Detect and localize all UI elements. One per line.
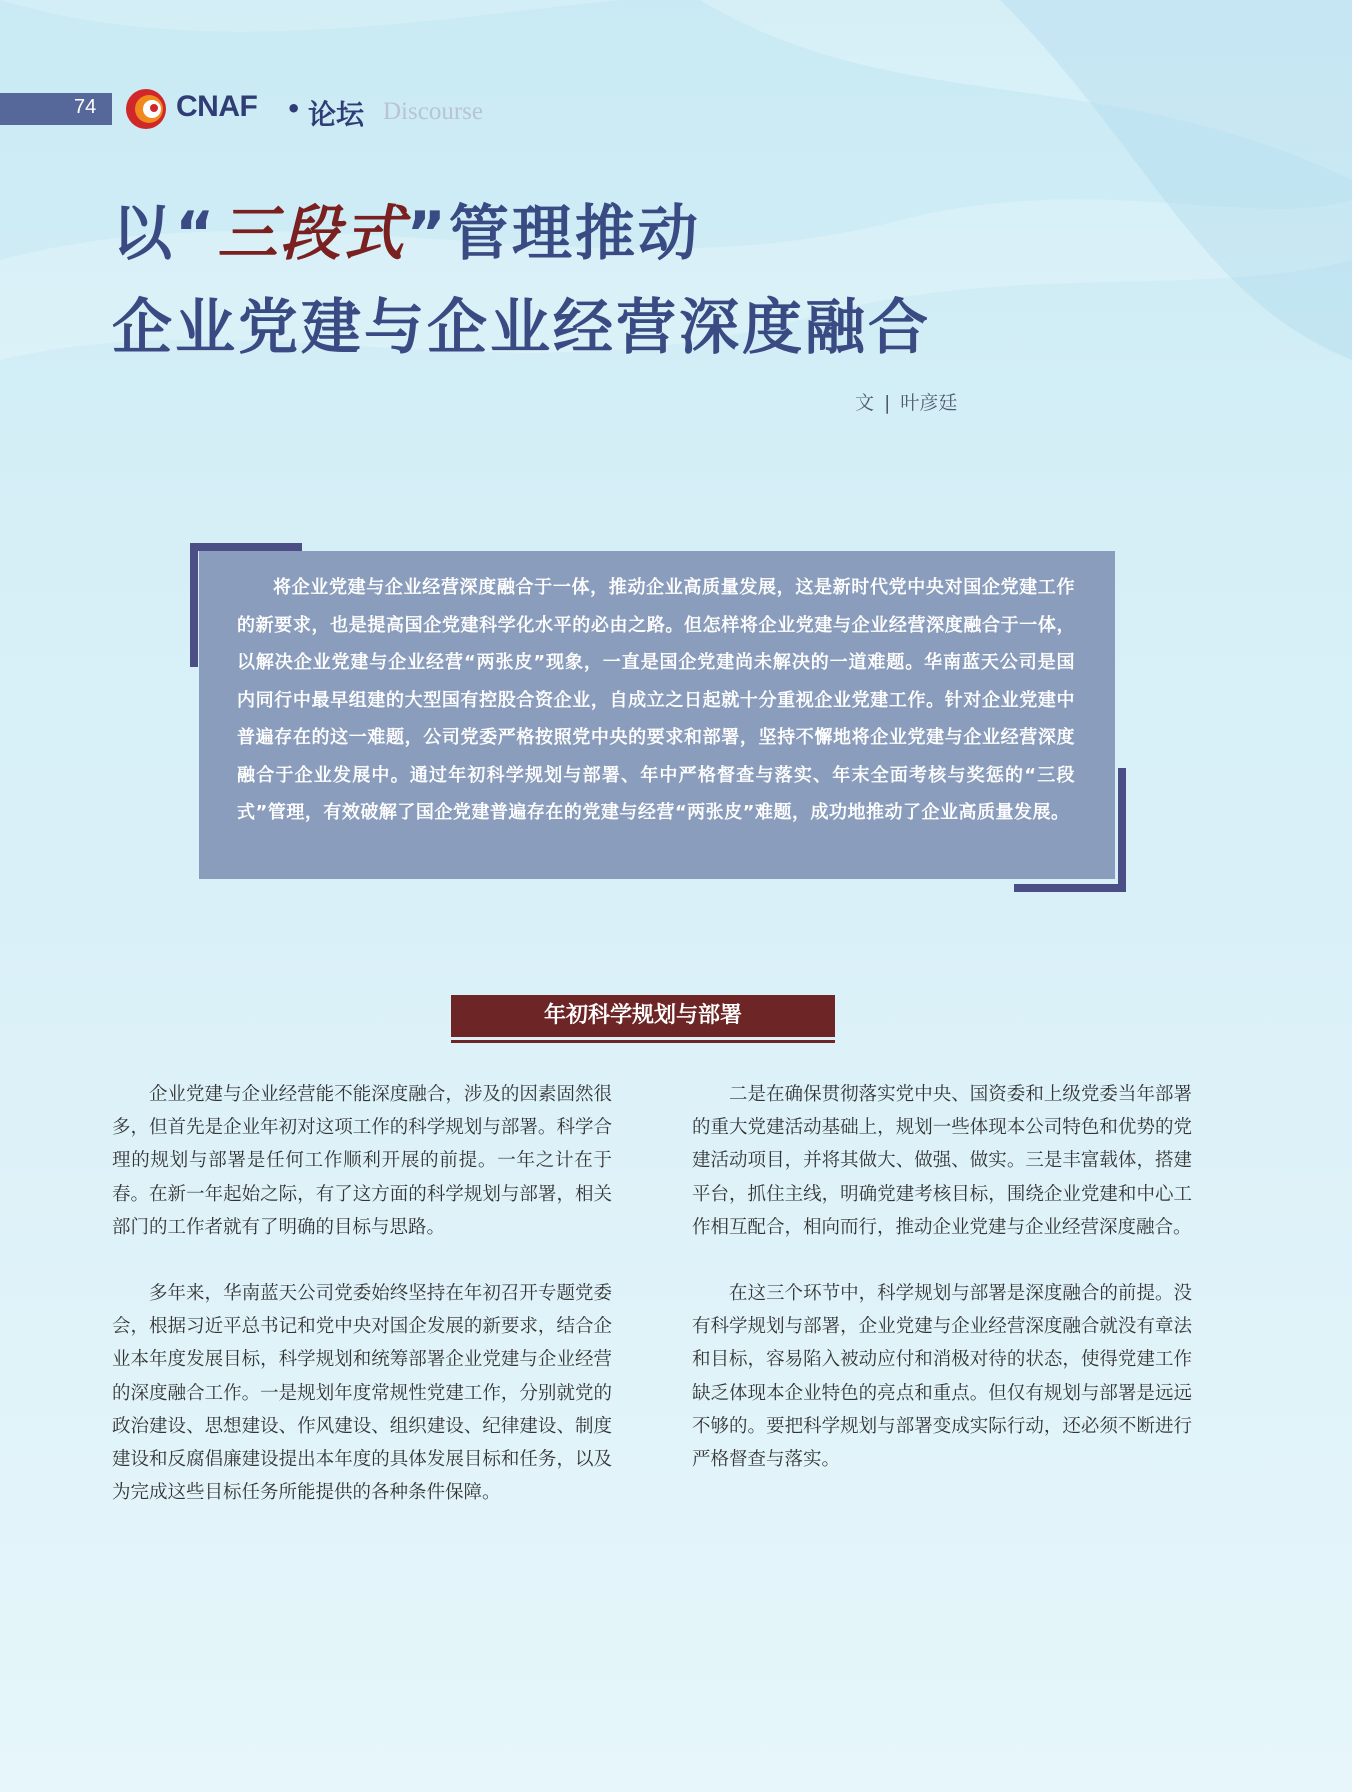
title-prefix: 以“ [112, 199, 218, 269]
section-heading: 年初科学规划与部署 [451, 995, 835, 1037]
author-name: 叶彦廷 [900, 392, 958, 414]
byline-separator: | [884, 392, 891, 414]
byline-label: 文 [855, 392, 875, 414]
right-column [692, 1078, 1192, 1509]
paragraph: 二是在确保贯彻落实党中央、国资委和上级党委当年部署的重大党建活动基础上，规划一些体现本公司特色和优势的党建活动项目，并将其做大、做强、做实。三是丰富载体，搭建平台，抓住主线，明确党建考核目标，围绕企业党建和中心工作相互配合，相向而行，推动企业党建与企业经营深度融合。 [692, 1084, 1192, 1238]
byline [855, 388, 957, 415]
title-suffix: ”管理推动 [406, 199, 701, 269]
article-title-line-1 [112, 186, 701, 272]
left-column [112, 1078, 612, 1542]
paragraph: 企业党建与企业经营能不能深度融合，涉及的因素固然很多，但首先是企业年初对这项工作的科学规划与部署。科学合理的规划与部署是任何工作顺利开展的前提。一年之计在于春。在新一年起始之际，有了这方面的科学规划与部署，相关部门的工作者就有了明确的目标与思路。 [112, 1084, 612, 1238]
brand-separator-dot: • [286, 95, 302, 123]
section-heading-underline [451, 1040, 835, 1043]
abstract-box [199, 551, 1115, 879]
page-number: 74 [74, 96, 97, 118]
abstract-text: 将企业党建与企业经营深度融合于一体，推动企业高质量发展，这是新时代党中央对国企党建工作的新要求，也是提高国企党建科学化水平的必由之路。但怎样将企业党建与企业经营深度融合于一体，以解决企业党建与企业经营“两张皮”现象，一直是国企党建尚未解决的一道难题。华南蓝天公司是国内同行中最早组建的大型国有控股合资企业，自成立之日起就十分重视企业党建工作。针对企业党建中普遍存在的这一难题，公司党委严格按照党中央的要求和部署，坚持不懈地将企业党建与企业经营深度融合于企业发展中。通过年初科学规划与部署、年中严格督查与落实、年末全面考核与奖惩的“三段式”管理，有效破解了国企党建普遍存在的党建与经营“两张皮”难题，成功地推动了企业高质量发展。 [237, 577, 1075, 823]
paragraph: 在这三个环节中，科学规划与部署是深度融合的前提。没有科学规划与部署，企业党建与企业经营深度融合就没有章法和目标，容易陷入被动应付和消极对待的状态，使得党建工作缺乏体现本企业特色的亮点和重点。但仅有规划与部署是远远不够的。要把科学规划与部署变成实际行动，还必须不断进行严格督查与落实。 [692, 1283, 1192, 1471]
section-name: 论坛 [308, 98, 365, 131]
title-emphasis: 三段式 [217, 199, 407, 269]
paragraph: 多年来，华南蓝天公司党委始终坚持在年初召开专题党委会，根据习近平总书记和党中央对国企发展的新要求，结合企业本年度发展目标，科学规划和统筹部署企业党建与企业经营的深度融合工作。一是规划年度常规性党建工作，分别就党的政治建设、思想建设、作风建设、组织建设、纪律建设、制度建设和反腐倡廉建设提出本年度的具体发展目标和任务，以及为完成这些目标任务所能提供的各种条件保障。 [112, 1283, 612, 1504]
brand-name: CNAF [176, 90, 258, 123]
section-name-english: Discourse [383, 98, 483, 125]
article-title-line-2: 企业党建与企业经营深度融合 [112, 293, 931, 363]
cnaf-logo-icon [124, 87, 168, 131]
